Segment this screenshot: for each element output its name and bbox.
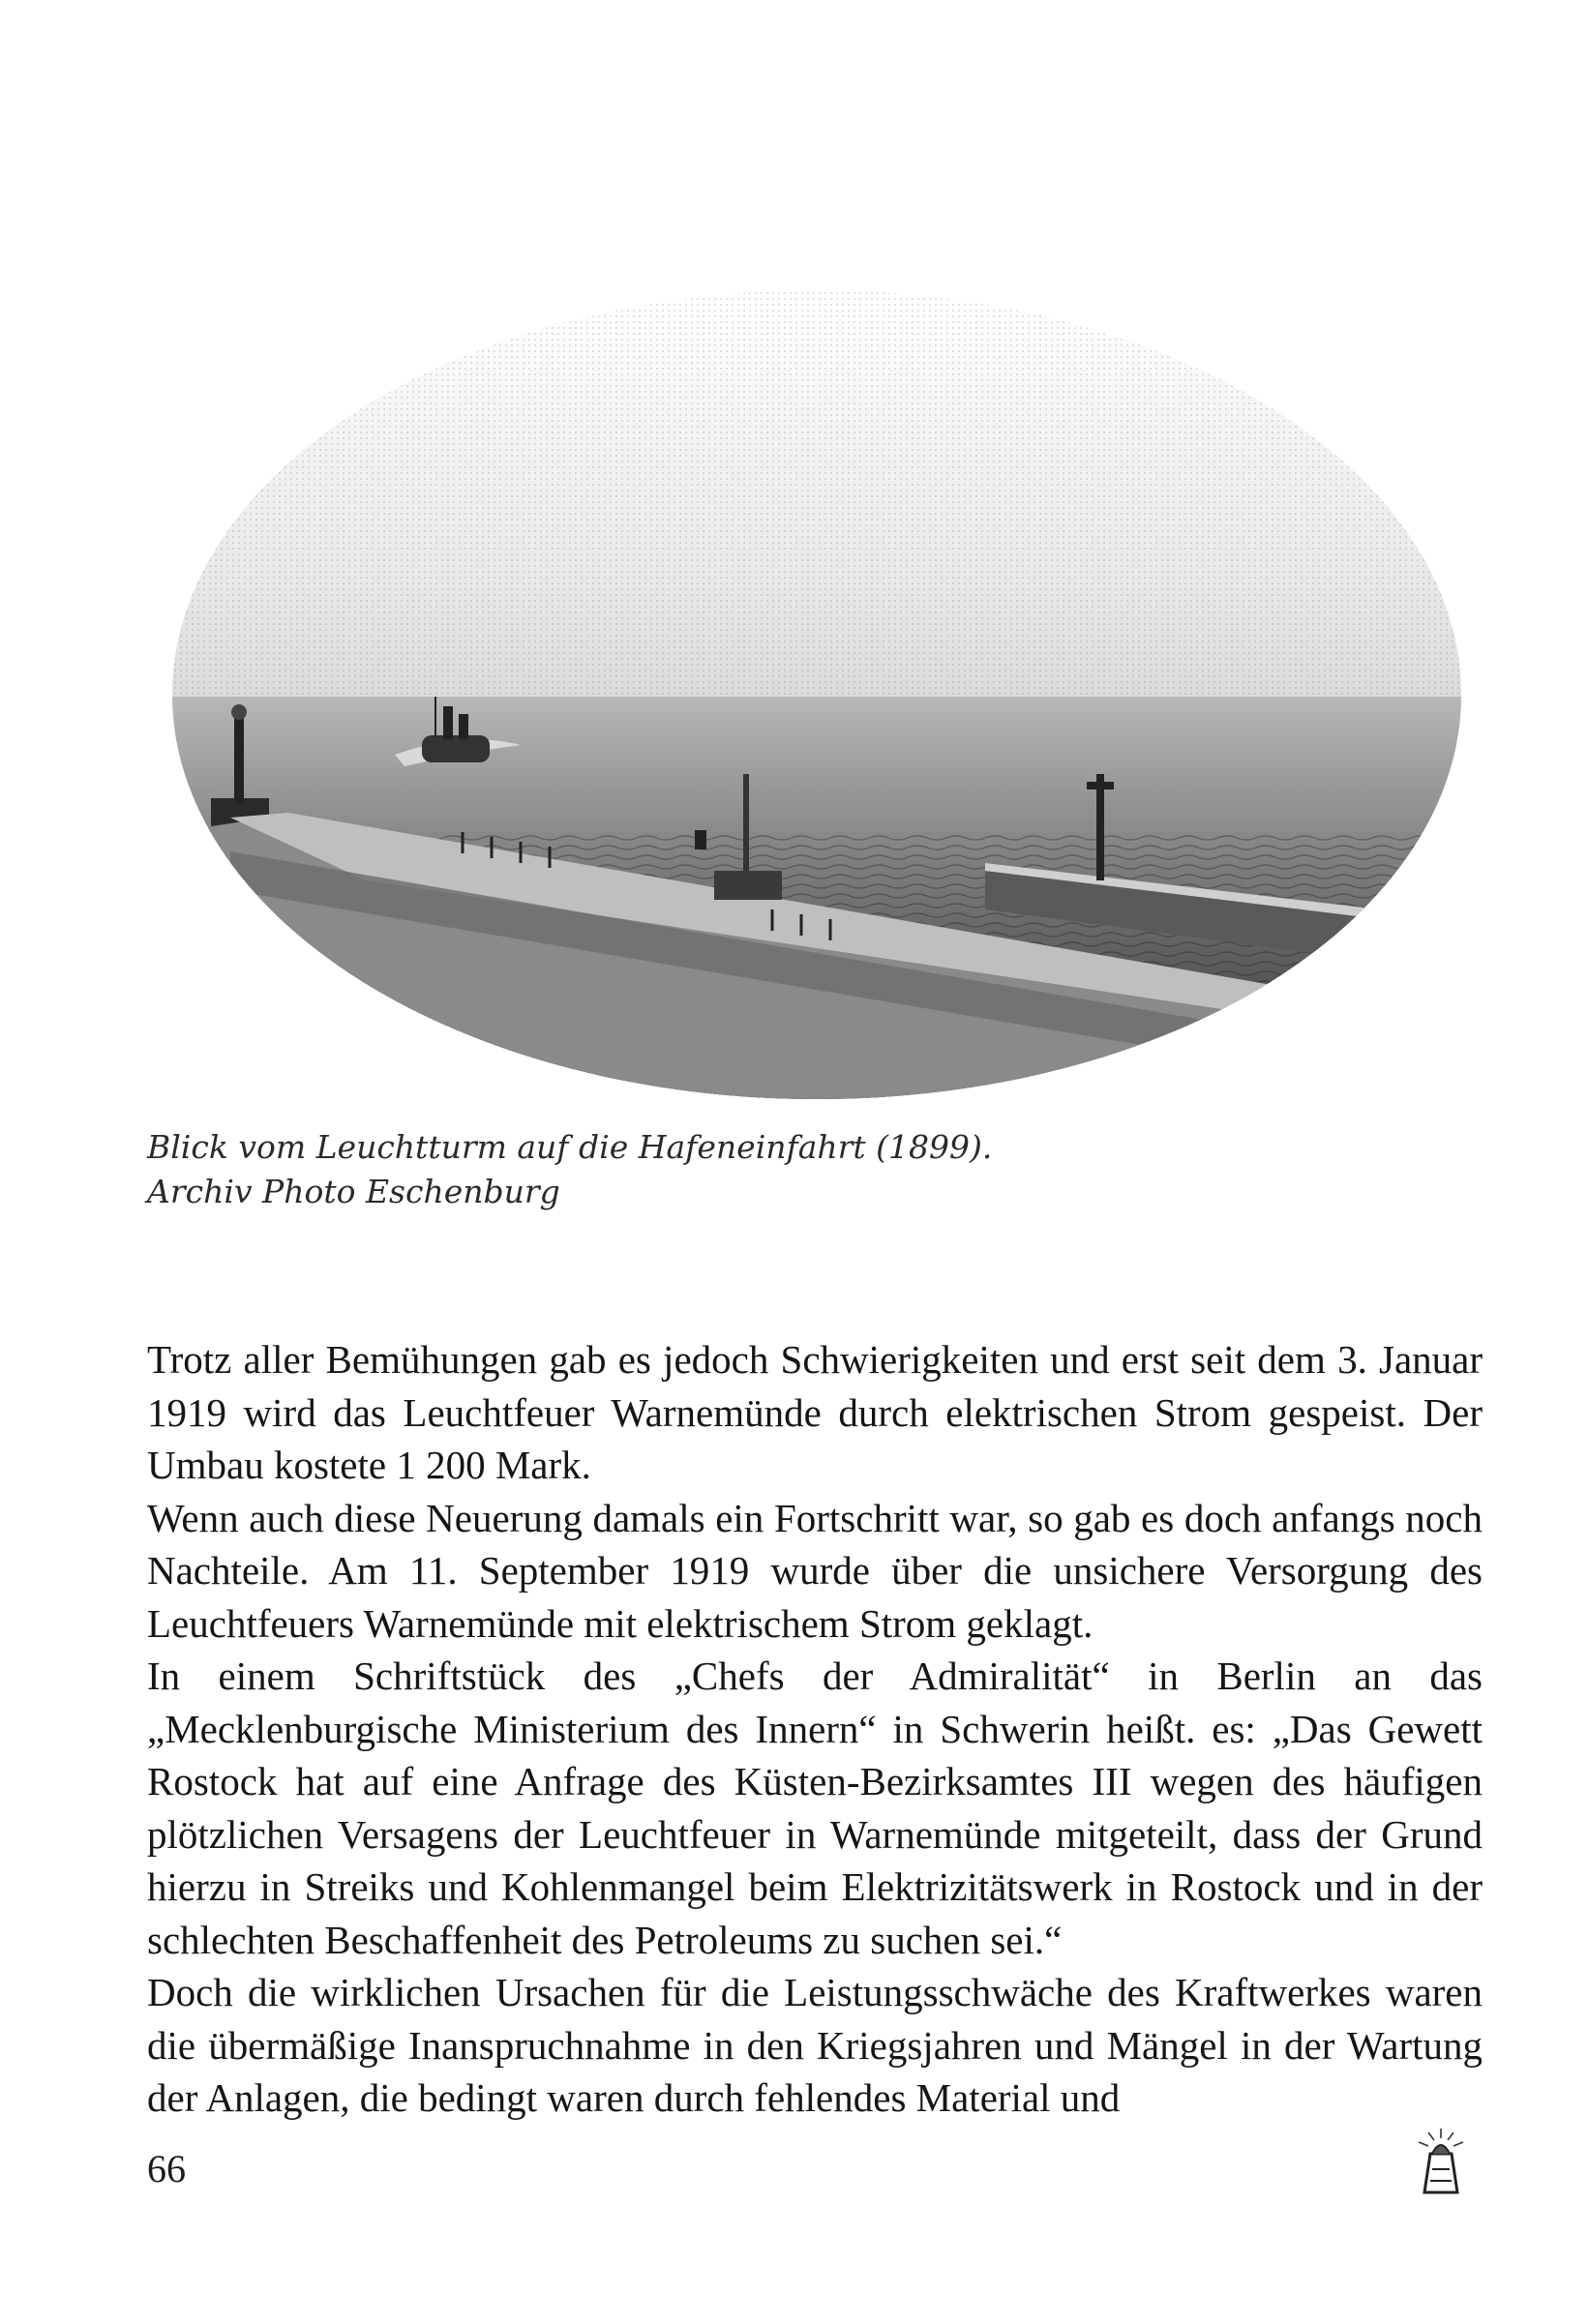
caption-title: Blick vom Leuchtturm auf die Hafeneinfahrt (1899). bbox=[147, 1128, 993, 1166]
figure-caption bbox=[147, 1125, 1405, 1214]
lighthouse-emblem-icon bbox=[1411, 2125, 1471, 2196]
body-text bbox=[147, 1333, 1483, 2125]
page-number: 66 bbox=[147, 2147, 186, 2190]
paragraph-2: Wenn auch diese Neuerung damals ein Fortschritt war, so gab es doch anfangs noch Nachteile. Am 11. September 1919 wurde über die unsichere Versorgung des Leuchtfeuers Warnemünde mit elektrischem Strom geklagt. bbox=[147, 1495, 1483, 1646]
paragraph-3: In einem Schriftstück des „Chefs der Admiralität“ in Berlin an das „Mecklenburgische Ministerium des Innern“ in Schwerin heißt. es: „Das Gewett Rostock hat auf eine Anfrage des Küsten-Bezirksamtes III wegen des häufigen plötzlichen Versagens der Leuchtfeuer in Warnemünde mitgeteilt, dass der Grund hierzu in Streiks und Kohlenmangel beim Elektrizitätswerk in Rostock und in der schlechten Beschaffenheit des Petroleums zu suchen sei.“ bbox=[147, 1654, 1483, 1962]
caption-credit: Archiv Photo Eschenburg bbox=[147, 1173, 560, 1210]
harbor-entrance-photo bbox=[172, 290, 1461, 1099]
paragraph-1: Trotz aller Bemühungen gab es jedoch Schwierigkeiten und erst seit dem 3. Januar 1919 wird das Leuchtfeuer Warnemünde durch elektrischen Strom gespeist. Der Umbau kostete 1 200 Mark. bbox=[147, 1337, 1483, 1487]
paragraph-4: Doch die wirklichen Ursachen für die Leistungsschwäche des Kraftwerkes waren die übermäßige Inanspruchnahme in den Kriegsjahren und Mängel in der Wartung der Anlagen, die bedingt waren durch fehlendes Material und bbox=[147, 1970, 1483, 2120]
